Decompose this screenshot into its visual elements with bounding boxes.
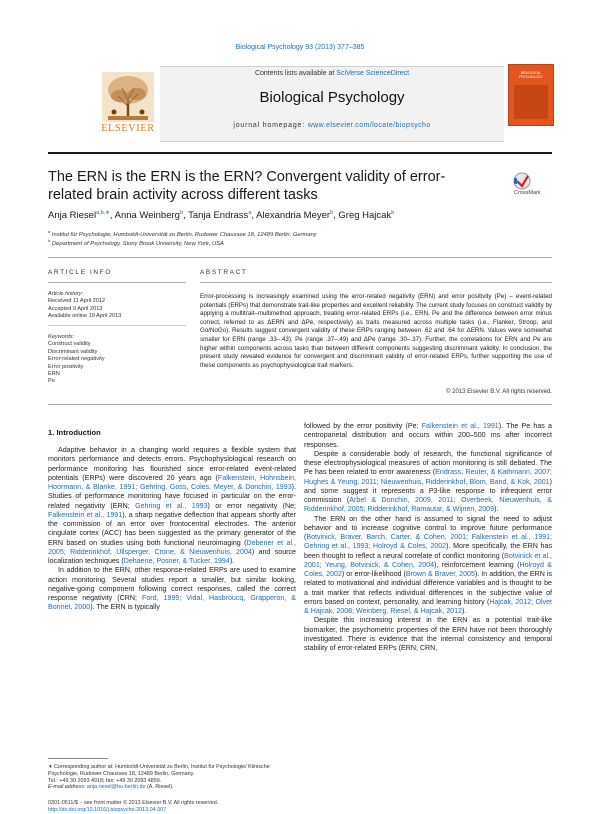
article-info-divider: [48, 282, 186, 283]
keywords-label: Keywords:: [48, 334, 75, 340]
issn-line: 0301-0511/$ – see front matter © 2013 Elsevier B.V. All rights reserved.: [48, 800, 219, 806]
intro-paragraph: Despite this increasing interest in the ERN as a potential trait-like biomarker, the psychometric properties of the ERN have not been thoroughly investigated. There is evidence that the internal consistency and temporal stability of error-related ERPs (ERN, CRN,: [304, 616, 552, 652]
journal-cover-image[interactable]: [508, 64, 554, 126]
journal-reference[interactable]: Biological Psychology 93 (2013) 377–385: [235, 44, 365, 51]
footnote-separator: [48, 758, 108, 759]
abstract-text: Error-processing is increasingly examined using the error-related negativity (ERN) and error positivity (Pe) – event-related potentials (ERPs) that demonstrate trait-like properties and excellent reliability. The current study focuses on construct validity by applying a multitrait–multimethod approach, treating error-related ERPs (i.e., ERN, Pe and the difference between error minus correct, referred to as ΔERN and ΔPe, respectively) as traits measured across multiple tasks (i.e., Flanker, Stroop, and Go/NoGo). Results suggest convergent validity of these ERPs ranging between .62 and .64 for ΔERN. Values were somewhat smaller for ERN (range .33–.43). Pe (range .37–.49) and ΔPe (range .30–.37). Further, the correlations for ERN and Pe are higher within components across tasks than between different components suggesting discriminant validity. In conclusion, the present study revealed evidence for convergent and discriminant validity of error-related ERPs, further supporting the use of these components as psychophysiological trait markers.: [200, 293, 552, 369]
history-accepted: Accepted 9 April 2013: [48, 305, 103, 312]
author[interactable]: Anna Weinberg$^b$: [114, 210, 183, 222]
article-title: The ERN is the ERN is the ERN? Convergent validity of error-related brain activity across different tasks: [48, 169, 446, 203]
citation-link[interactable]: Falkenstein et al., 1991: [421, 422, 499, 430]
author[interactable]: Greg Hajcak$^b$: [338, 210, 395, 222]
keywords: [48, 334, 105, 386]
author-affiliation-mark: b: [179, 210, 183, 216]
intro-paragraph: Despite a considerable body of research, the functional significance of these electrophysiological measures of action monitoring is still debated. The Pe has been related to error awareness (Endrass, Reuter, & Kathmann, 2007; Hughes & Yeung, 2011; Nieuwenhuis, Ridderinkhof, Blom, Band, & Kok, 2001) and some suggest it represents a P3-like response to infrequent error commission (Arbel & Donchin, 2009, 2011; Overbeek, Nieuwenhuis, & Ridderinkhof, 2005; Ridderinkhof, Ramautar, & Wijnen, 2009).: [304, 449, 552, 514]
publisher-logo-text: ELSEVIER: [101, 123, 155, 134]
article-info-heading: ARTICLE INFO: [48, 269, 112, 276]
header-divider: [48, 152, 552, 154]
author-affiliation-mark: a,b,∗: [96, 210, 110, 216]
cover-artwork: [514, 85, 548, 119]
author[interactable]: Tanja Endrass$^a$: [188, 210, 252, 222]
homepage-prefix: journal homepage:: [233, 122, 308, 129]
keyword: Error positivity: [48, 363, 84, 370]
doi-link[interactable]: http://dx.doi.org/10.1016/j.biopsycho.2013.04.007: [48, 807, 167, 813]
intro-left-column: [48, 446, 296, 613]
citation-link[interactable]: Botvinick, Braver, Barch, Carter, & Cohen, 2001; Falkenstein et al., 1991; Gehring et al., 1993; Holroyd & Coles, 2002: [304, 533, 552, 551]
intro-right-column: [304, 422, 552, 653]
tel-fax-note: Tel.: +49 30 2093 4918; fax: +49 30 2093 4859.: [48, 777, 162, 784]
citation-link[interactable]: Endrass, Reuter, & Kathmann, 2007; Hughes & Yeung, 2011; Nieuwenhuis, Ridderinkhof, Blom, Band, & Kok, 2001: [304, 468, 552, 486]
affiliation-a: $^a$ Institut für Psychologie, Humboldt-Universität zu Berlin, Rudower Chaussee 18, 12489 Berlin, Germany: [48, 229, 317, 238]
crossmark-label: CrossMark: [514, 190, 541, 196]
history-online: Available online 19 April 2013: [48, 313, 122, 320]
contents-prefix: Contents lists available at: [254, 70, 337, 77]
intro-paragraph: followed by the error positivity (Pe; Falkenstein et al., 1991). The Pe has a centroparietal distribution and occurs within 200–500 ms after incorrect responses.: [304, 422, 552, 449]
article-history: [48, 291, 121, 321]
citation-link[interactable]: Ford, 1999; Vidal, Hasbroucq, Grapperon, & Bonnet, 2000: [48, 594, 297, 612]
citation-link[interactable]: Hajcak, 2012; Olvet & Hajcak, 2008; Weinberg, Riesel, & Hajcak, 2012: [304, 597, 552, 615]
journal-title: Biological Psychology: [259, 89, 405, 106]
section-divider: [48, 404, 552, 405]
citation-link[interactable]: Botvinick et al., 2001; Yeung, Botvinick, & Cohen, 2004: [304, 551, 552, 569]
corresponding-author-note: ∗ Corresponding author at: Humboldt-Universität zu Berlin, Institut für Psychologie/ Klinische Psychologie, Rudower Chaussee 18, 12489 Berlin, Germany.: [48, 764, 270, 777]
citation-link[interactable]: Falkenstein et al., 1991: [48, 510, 123, 519]
keyword: Pe: [48, 378, 55, 385]
intro-paragraph: Adaptive behavior in a changing world requires a flexible system that monitors performance and detects errors. Psychophysiological research on performance monitoring has flourished since error-related event-related potentials (ERPs) were discovered 20 years ago (Falkenstein, Hohnsbein, Hoormann, & Blanke, 1991; Gehring, Goss, Coles, Meyer, & Donchin, 1993). Studies of performance monitoring have focused in particular on the error-related negativity (ERN; Gehring et al., 1993) or error negativity (Ne; Falkenstein et al., 1991), a sharp negative deflection that appears shortly after the commission of an error over frontocentral electrodes. The anterior cingulate cortex (ACC) has been suggested as the primary generator of the ERN based on studies using both functional neuroimaging (Debener et al., 2005; Ridderinkhof, Ullsperger, Crone, & Nieuwenhuis, 2004) and source localization techniques (Dehaene, Posner, & Tucker, 1994).: [48, 446, 297, 565]
keyword: Error-related negativity: [48, 356, 105, 363]
page-footer: [48, 800, 218, 814]
abstract-divider: [200, 282, 552, 283]
citation-link[interactable]: Gehring et al., 1993: [135, 501, 208, 510]
author-affiliation-mark: b: [330, 210, 334, 216]
cover-title: BIOLOGICAL PSYCHOLOGY: [519, 71, 543, 80]
homepage-link[interactable]: www.elsevier.com/locate/biopsycho: [307, 122, 431, 129]
intro-paragraph: In addition to the ERN, other response-related ERPs are used to examine action monitoring. Several studies report a smaller, but similar looking, negative-going component following correct responses, called the correct response negativity (CRN; Ford, 1999; Vidal, Hasbroucq, Grapperon, & Bonnet, 2000). The ERN is typically: [48, 566, 297, 612]
abstract-copyright: © 2013 Elsevier B.V. All rights reserved.: [446, 389, 552, 395]
history-received: Received 11 April 2012: [48, 298, 106, 305]
citation-link[interactable]: Falkenstein, Hohnsbein, Hoormann, & Blanke, 1991; Gehring, Goss, Coles, Meyer, & Donchin, 1993: [48, 473, 296, 491]
footnotes: [48, 764, 296, 791]
citation-link[interactable]: Brown & Braver, 2005: [405, 570, 475, 578]
introduction-heading: 1. Introduction: [48, 428, 101, 437]
affiliation-b: $^b$ Department of Psychology, Stony Brook University, New York, USA: [48, 238, 224, 247]
author-affiliation-mark: b: [391, 210, 395, 216]
author-affiliation-mark: a: [248, 210, 252, 216]
author[interactable]: Alexandria Meyer$^b$: [256, 210, 334, 222]
abstract-heading: ABSTRACT: [200, 269, 248, 276]
email-note: E-mail address: anja.riesel@hu-berlin.de (A. Riesel).: [48, 784, 174, 791]
keyword: ERN: [48, 371, 60, 378]
email-link[interactable]: anja.riesel@hu-berlin.de: [86, 784, 146, 791]
sciencedirect-link[interactable]: SciVerse ScienceDirect: [336, 70, 410, 77]
history-label: Article history:: [48, 291, 84, 297]
article-info-inner-divider: [48, 325, 186, 326]
citation-link[interactable]: Holroyd & Coles, 2002: [304, 560, 552, 578]
citation-link[interactable]: Arbel & Donchin, 2009, 2011; Overbeek, Nieuwenhuis, & Ridderinkhof, 2005; Ridderinkhof, Ramautar, & Wijnen, 2009: [304, 496, 552, 514]
citation-link[interactable]: Debener et al., 2005; Ridderinkhof, Ullsperger, Crone, & Nieuwenhuis, 2004: [48, 538, 296, 556]
journal-homepage: [160, 122, 504, 129]
author[interactable]: Anja Riesel$^{a,b,∗}$: [48, 210, 110, 222]
section-divider: [48, 257, 552, 258]
citation-link[interactable]: Dehaene, Posner, & Tucker, 1994: [123, 557, 230, 565]
intro-paragraph: The ERN on the other hand is assumed to signal the need to adjust behavior and to increase cognitive control to improve future performance (Botvinick, Braver, Barch, Carter, & Cohen, 2001; Falkenstein et al., 1991; Gehring et al., 1993; Holroyd & Coles, 2002). More specifically, the ERN has been thought to reflect a neural correlate of conflict monitoring (Botvinick et al., 2001; Yeung, Botvinick, & Cohen, 2004), reinforcement learning (Holroyd & Coles, 2002) or error-likelihood (Brown & Braver, 2005). In addition, the ERN is related to motivational and individual difference variables and is thought to be a trait marker that reflects individual differences in the subjective value of errors based on context, personality, and learning history (Hajcak, 2012; Olvet & Hajcak, 2008; Weinberg, Riesel, & Hajcak, 2012).: [304, 514, 552, 615]
keyword: Discriminant validity: [48, 348, 98, 355]
keyword: Construct validity: [48, 341, 91, 348]
contents-line: [160, 70, 504, 77]
author-list: Anja Riesel$^{a,b,∗}$, Anna Weinberg$^b$, Tanja Endrass$^a$, Alexandria Meyer$^b$, Greg Hajcak$^b$: [48, 210, 395, 222]
